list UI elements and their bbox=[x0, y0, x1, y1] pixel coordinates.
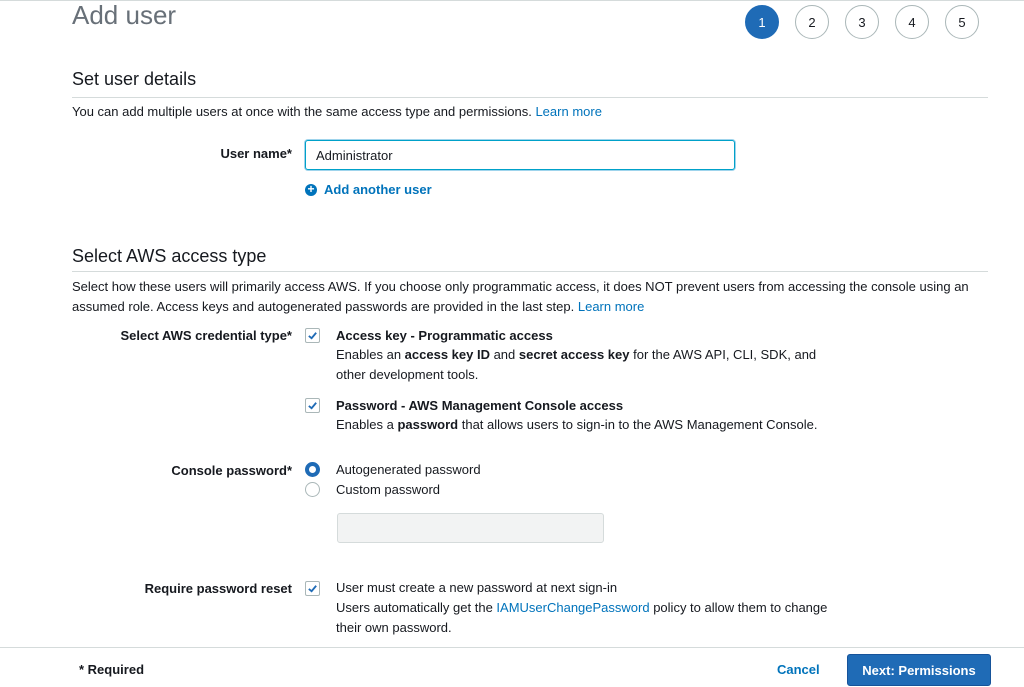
autogenerated-password-radio[interactable] bbox=[305, 462, 320, 477]
desc-bold: password bbox=[397, 417, 459, 432]
footer-bar bbox=[0, 647, 1024, 687]
access-key-checkbox[interactable] bbox=[305, 328, 320, 343]
add-another-user-label: Add another user bbox=[324, 182, 432, 197]
password-reset-checkbox[interactable] bbox=[305, 581, 320, 596]
next-permissions-button[interactable]: Next: Permissions bbox=[847, 654, 991, 686]
desc-text: that allows users to sign-in to the AWS Management Console. bbox=[458, 417, 818, 432]
step-2[interactable]: 2 bbox=[795, 5, 829, 39]
desc-text: Enables a bbox=[336, 417, 398, 432]
autogenerated-password-label: Autogenerated password bbox=[336, 462, 481, 477]
learn-more-link[interactable]: Learn more bbox=[577, 299, 645, 314]
desc-text: Users automatically get the bbox=[336, 600, 497, 615]
user-name-label: User name* bbox=[220, 146, 292, 161]
password-reset-title: User must create a new password at next sign-in bbox=[336, 580, 618, 595]
section-divider bbox=[72, 97, 988, 98]
custom-password-radio[interactable] bbox=[305, 482, 320, 497]
cancel-button[interactable]: Cancel bbox=[777, 662, 820, 677]
desc-text: Enables an bbox=[336, 347, 405, 362]
password-reset-policy-text bbox=[336, 598, 851, 638]
required-note: * Required bbox=[79, 662, 145, 677]
console-access-checkbox[interactable] bbox=[305, 398, 320, 413]
plus-circle-icon: + bbox=[305, 184, 317, 196]
console-access-title: Password - AWS Management Console access bbox=[336, 398, 624, 413]
learn-more-link[interactable]: Learn more bbox=[535, 104, 602, 119]
password-reset-description bbox=[336, 578, 856, 638]
user-details-description bbox=[72, 102, 602, 122]
console-access-description bbox=[336, 415, 856, 435]
desc-bold: access key ID bbox=[404, 347, 490, 362]
step-5[interactable]: 5 bbox=[945, 5, 979, 39]
section-divider bbox=[72, 271, 988, 272]
user-name-input[interactable] bbox=[305, 140, 735, 170]
page-title: Add user bbox=[72, 0, 177, 30]
desc-bold: secret access key bbox=[518, 347, 630, 362]
custom-password-label: Custom password bbox=[336, 482, 441, 497]
user-details-text: You can add multiple users at once with the same access type and permissions. bbox=[72, 104, 532, 119]
checkmark-icon bbox=[307, 400, 318, 411]
access-key-description bbox=[336, 345, 836, 385]
add-another-user-button[interactable] bbox=[305, 182, 432, 197]
console-password-label: Console password* bbox=[171, 463, 292, 478]
desc-text: and bbox=[489, 347, 519, 362]
wizard-steps bbox=[745, 5, 995, 39]
credential-type-label: Select AWS credential type* bbox=[120, 328, 292, 343]
access-key-title: Access key - Programmatic access bbox=[336, 328, 553, 343]
access-type-description bbox=[72, 277, 992, 317]
step-1[interactable]: 1 bbox=[745, 5, 779, 39]
iam-policy-link[interactable]: IAMUserChangePassword bbox=[496, 600, 650, 615]
desc-text: policy to allow them to change their own password. bbox=[336, 600, 828, 635]
checkmark-icon bbox=[307, 330, 318, 341]
desc-text: for the AWS API, CLI, SDK, and other development tools. bbox=[336, 347, 817, 382]
checkmark-icon bbox=[307, 583, 318, 594]
access-type-text: Select how these users will primarily access AWS. If you choose only programmatic access, it does NOT prevent users from accessing the console using an assumed role. Access keys and autogenerated passwords are provided in the last step. bbox=[72, 279, 969, 314]
custom-password-input[interactable] bbox=[337, 513, 604, 543]
access-type-heading: Select AWS access type bbox=[72, 246, 267, 266]
password-reset-label: Require password reset bbox=[144, 581, 292, 596]
step-3[interactable]: 3 bbox=[845, 5, 879, 39]
step-4[interactable]: 4 bbox=[895, 5, 929, 39]
user-details-heading: Set user details bbox=[72, 69, 197, 89]
